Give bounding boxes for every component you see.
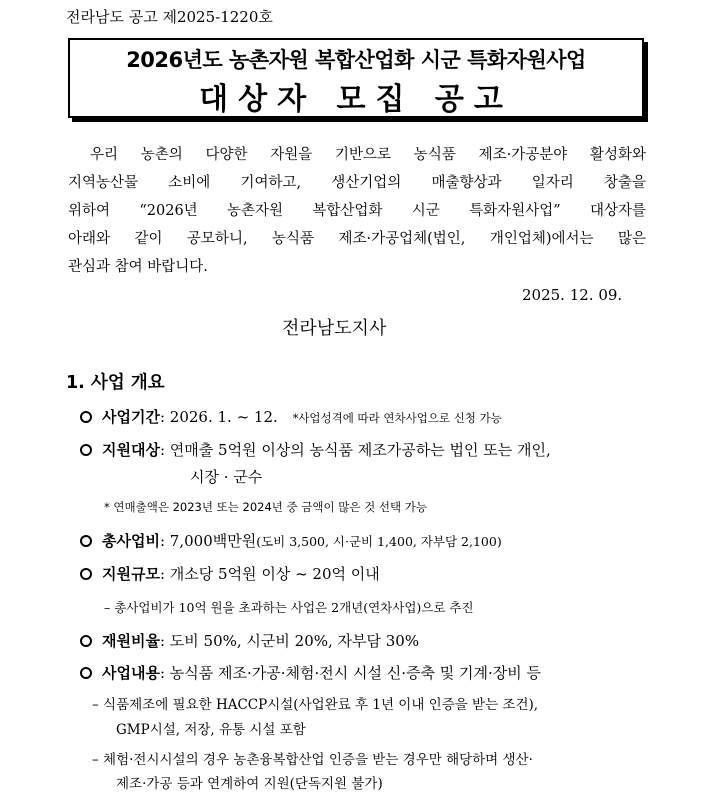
issuer-name: 전라남도지사	[282, 318, 387, 339]
item-value: : 2026. 1. ~ 12.	[159, 408, 278, 426]
circle-bullet-icon	[80, 535, 92, 547]
intro-paragraph	[68, 141, 646, 281]
item-value: : 연매출 5억원 이상의 농식품 제조가공하는 법인 또는 개인,	[159, 441, 551, 459]
notice-number: 전라남도 공고 제2025-1220호	[66, 8, 273, 26]
item-label: 사업기간	[102, 408, 160, 426]
intro-line: 관심과 참여 바랍니다.	[68, 259, 208, 275]
circle-bullet-icon	[80, 444, 92, 456]
item-content	[80, 662, 541, 683]
item-value: : 7,000백만원	[159, 532, 257, 550]
item-value: : 도비 50%, 시군비 20%, 자부담 30%	[159, 632, 420, 650]
intro-line: 지역농산물 소비에 기여하고, 생산기업의 매출향상과 일자리 창출을	[68, 175, 646, 191]
item-target	[80, 439, 551, 460]
title-line-2: 대상자 모집 공고	[199, 82, 513, 117]
content-sub-1: – 식품제조에 필요한 HACCP시설(사업완료 후 1년 이내 인증을 받는 조건),	[92, 697, 539, 713]
content-sub-1-cont: GMP시설, 저장, 유통 시설 포함	[116, 722, 306, 738]
item-label: 지원대상	[102, 441, 160, 459]
item-budget	[80, 530, 502, 551]
title-box	[68, 38, 644, 118]
item-label: 지원규모	[102, 565, 160, 583]
circle-bullet-icon	[80, 667, 92, 679]
notice-date: 2025. 12. 09.	[522, 286, 623, 304]
item-detail: (도비 3,500, 시·군비 1,400, 자부담 2,100)	[256, 534, 502, 549]
item-note: *사업성격에 따라 연차사업으로 신청 가능	[292, 411, 502, 425]
scale-sub: – 총사업비가 10억 원을 초과하는 사업은 2개년(연차사업)으로 추진	[104, 600, 474, 615]
item-label: 재원비율	[102, 632, 160, 650]
item-value: : 농식품 제조·가공·체험·전시 시설 신·증축 및 기계·장비 등	[159, 664, 542, 682]
item-ratio	[80, 630, 419, 651]
intro-line: 우리 농촌의 다양한 자원을 기반으로 농식품 제조·가공분야 활성화와	[90, 147, 646, 163]
item-label: 총사업비	[102, 532, 160, 550]
title-line-1: 2026년도 농촌자원 복합산업화 시군 특화자원사업	[126, 48, 586, 72]
circle-bullet-icon	[80, 568, 92, 580]
content-sub-2: – 체험·전시시설의 경우 농촌융복합산업 인증을 받는 경우만 해당하며 생산·	[92, 752, 533, 768]
circle-bullet-icon	[80, 411, 92, 423]
content-sub-2-cont: 제조·가공 등과 연계하여 지원(단독지원 불가)	[116, 776, 383, 792]
circle-bullet-icon	[80, 635, 92, 647]
section-title: 1. 사업 개요	[66, 373, 165, 393]
item-value: : 개소당 5억원 이상 ~ 20억 이내	[159, 565, 380, 583]
item-scale	[80, 563, 380, 584]
target-note: * 연매출액은 2023년 또는 2024년 중 금액이 많은 것 선택 가능	[104, 500, 428, 514]
item-label: 사업내용	[102, 664, 160, 682]
intro-line: 위하여 “2026년 농촌자원 복합산업화 시군 특화자원사업” 대상자를	[68, 203, 646, 219]
item-target-cont: 시장 · 군수	[190, 468, 263, 486]
item-period	[80, 406, 502, 427]
intro-line: 아래와 같이 공모하니, 농식품 제조·가공업체(법인, 개인업체)에서는 많은	[68, 231, 646, 247]
